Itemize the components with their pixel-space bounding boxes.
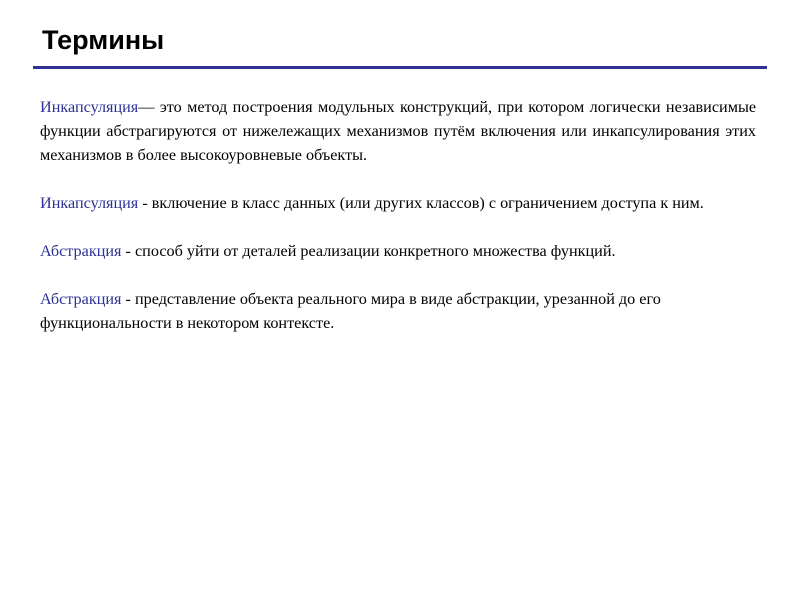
definition-text: - способ уйти от деталей реализации конкретного множества функций. — [121, 242, 616, 260]
definition-encapsulation-2 — [40, 191, 756, 215]
term-encapsulation: Инкапсуляция — [40, 194, 139, 212]
term-abstraction: Абстракция — [40, 290, 122, 308]
definition-text: — это метод построения модульных конструкций, при котором логически независимые функции абстрагируются от нижележащих механизмов путём включения или инкапсулирования этих механизмов в более высокоуровневые объекты. — [40, 98, 756, 164]
term-abstraction: Абстракция — [40, 242, 122, 260]
definition-text: - включение в класс данных (или других классов) с ограничением доступа к ним. — [138, 194, 704, 212]
definition-abstraction-1 — [40, 239, 756, 263]
slide-title: Термины — [42, 25, 165, 55]
definition-encapsulation-1 — [40, 95, 756, 167]
definition-abstraction-2 — [40, 287, 756, 335]
title-divider — [33, 66, 767, 69]
definition-text: - представление объекта реального мира в виде абстракции, урезанной до его функциональности в некотором контексте. — [40, 290, 661, 332]
slide-content — [40, 95, 756, 359]
term-encapsulation: Инкапсуляция — [40, 98, 139, 116]
